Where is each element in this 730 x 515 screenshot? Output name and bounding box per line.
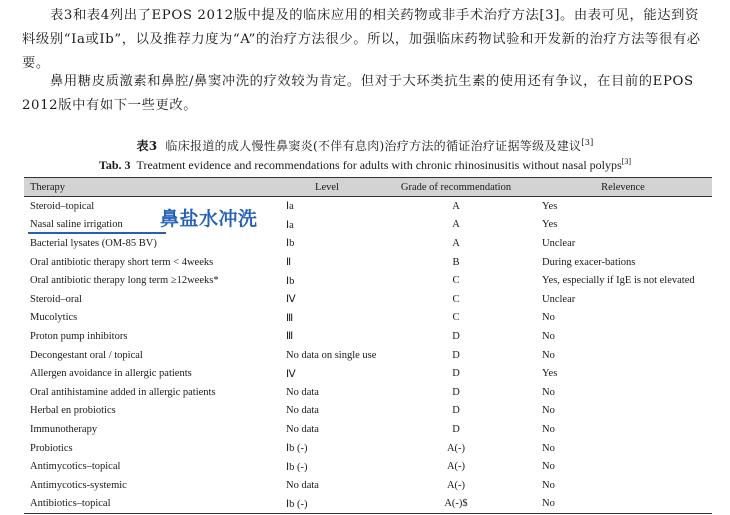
cell-level: Ⅰb [286,238,295,250]
cell-therapy: Bacterial lysates (OM-85 BV) [30,237,157,249]
table-row [24,457,712,476]
annotation-overlay-text: 鼻盐水冲洗 [160,208,258,230]
cell-level: Ⅱ [286,257,292,269]
cell-relevence: No [542,423,555,435]
cell-relevence: No [542,442,555,454]
cell-therapy: Antimycotics–topical [30,461,121,473]
cell-relevence: No [542,330,555,342]
cell-grade: A(-) [446,461,466,473]
cell-therapy: Immunotherapy [30,423,98,435]
cell-grade: A(-)$ [378,495,528,514]
table-row [24,197,712,216]
table-row [24,346,712,365]
cell-level: Ⅳ [286,294,296,306]
header-level: Level [270,178,378,197]
paragraph-1: 表3和表4列出了EPOS 2012版中提及的临床应用的相关药物或非手术治疗方法[3]。由表可见，能达到资料级别“Ⅰa或Ⅰb”，以及推荐力度为“A”的治疗方法很少。所以，加强临床药物试验和开发新的治疗方法等很有必要。 [22,8,701,71]
cell-grade: A [452,219,460,231]
cell-relevence: During exacer-bations [542,256,636,268]
cell-grade: B [452,256,460,268]
cell-grade: C [452,312,460,324]
table-row [24,495,712,514]
cell-grade: D [452,405,460,417]
cell-relevence: Unclear [542,293,576,305]
cell-therapy: Oral antibiotic therapy short term < 4weeks [30,256,214,268]
cell-relevence: No [542,312,555,324]
table-row [24,402,712,421]
cell-therapy: Herbal en probiotics [30,405,116,417]
table-caption-en [0,157,730,173]
cell-relevence: Yes, especially if IgE is not elevated [542,275,695,287]
table-row [24,476,712,495]
cell-grade: A [452,200,460,212]
cell-grade: D [452,386,460,398]
cell-relevence: No [542,349,555,361]
cell-relevence: No [542,461,555,473]
cell-grade: A(-) [446,479,466,491]
cell-relevence: No [542,386,555,398]
header-therapy: Therapy [24,178,270,197]
annotation-underline [28,232,166,234]
cell-level: Ⅰb (-) [270,495,378,514]
cell-therapy: Antibiotics–topical [24,495,270,514]
caption-cn-reference: [3] [581,138,594,147]
cell-relevence: No [542,479,555,491]
table-row [24,234,712,253]
table-row [24,383,712,402]
cell-level: Ⅲ [286,331,294,343]
cell-level: No data [286,386,319,398]
cell-therapy: Mucolytics [30,312,78,324]
table-label-en: Tab. 3 [98,158,131,172]
table-row [24,290,712,309]
table-row [24,271,712,290]
cell-therapy: Nasal saline irrigation [30,219,123,231]
table-row [24,253,712,272]
table-row [24,327,712,346]
header-relevence: Relevence [528,178,712,197]
caption-en-reference: [3] [621,157,632,166]
cell-grade: A(-) [446,442,466,454]
table-title-en: Treatment evidence and recommendations for adults with chronic rhinosinusitis without nasal polyps [136,158,622,172]
cell-level: Ⅳ [286,368,296,380]
cell-therapy: Decongestant oral / topical [30,349,143,361]
cell-therapy: Oral antihistamine added in allergic patients [30,386,216,398]
cell-level: Ⅰb (-) [286,443,308,455]
cell-therapy: Antimycotics-systemic [30,479,127,491]
cell-level: Ⅰa [286,219,294,231]
cell-relevence: No [542,405,555,417]
table-body [24,197,712,514]
cell-grade: D [452,349,460,361]
cell-level: Ⅰb [286,275,295,287]
header-row [24,178,712,197]
table-title-cn: 临床报道的成人慢性鼻窦炎(不伴有息肉)治疗方法的循证治疗证据等级及建议 [165,139,582,153]
paragraph-2: 鼻用糖皮质激素和鼻腔/鼻窦冲洗的疗效较为肯定。但对于大环类抗生素的使用还有争议，在目前的EPOS 2012版中有如下一些更改。 [22,74,694,113]
table-row [24,439,712,458]
cell-grade: D [452,423,460,435]
table-row [24,309,712,328]
cell-grade: D [452,368,460,380]
table-caption-cn [0,137,730,154]
cell-relevence: No [528,495,712,514]
cell-level: No data [286,423,319,435]
cell-level: Ⅰb (-) [286,461,308,473]
header-grade: Grade of recommendation [378,178,528,197]
table-header [24,178,712,197]
cell-level: No data [286,405,319,417]
cell-level: No data [286,479,319,491]
cell-relevence: Yes [542,368,558,380]
cell-grade: D [452,330,460,342]
table-row [24,364,712,383]
evidence-table [24,177,712,514]
cell-therapy: Steroid–topical [30,200,95,212]
cell-level: Ⅲ [286,312,294,324]
cell-grade: C [452,275,460,287]
cell-relevence: Unclear [542,237,576,249]
table-row [24,420,712,439]
table-label-cn: 表3 [136,139,158,153]
cell-relevence: Yes [542,200,558,212]
cell-therapy: Steroid–oral [30,293,82,305]
cell-therapy: Allergen avoidance in allergic patients [30,368,192,380]
cell-therapy: Probiotics [30,442,73,454]
cell-relevence: Yes [542,219,558,231]
cell-level: No data on single use [286,349,377,361]
cell-grade: C [452,293,460,305]
cell-grade: A [452,237,460,249]
cell-therapy: Proton pump inhibitors [30,330,128,342]
cell-level: Ⅰa [286,201,294,213]
cell-therapy: Oral antibiotic therapy long term ≥12weeks* [30,275,219,287]
